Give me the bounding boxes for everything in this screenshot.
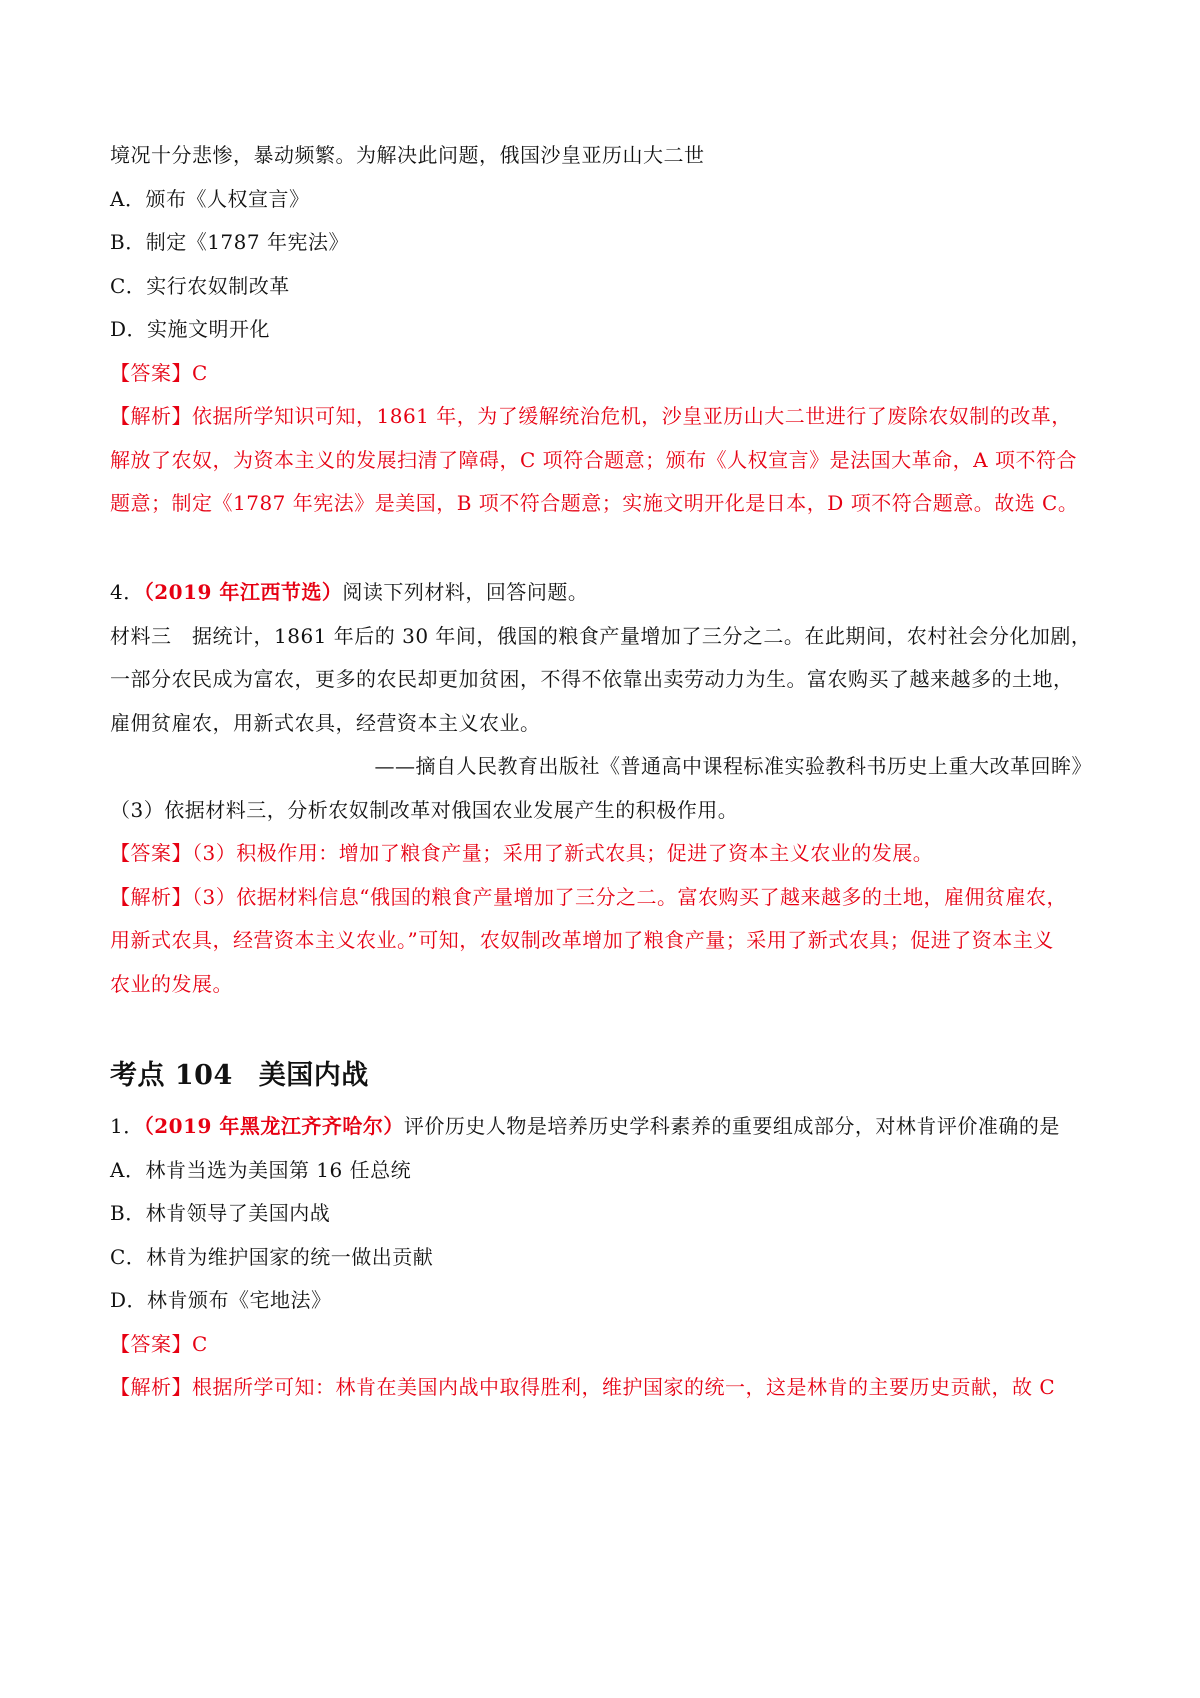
answer-line <box>110 358 1100 388</box>
option-c: C．实行农奴制改革 <box>110 274 290 298</box>
answer-tag: 【答案】 <box>110 841 192 865</box>
answer-value: C <box>192 361 208 385</box>
answer-value: C <box>192 1332 208 1356</box>
analysis-text: 依据所学知识可知，1861 年，为了缓解统治危机，沙皇亚历山大二世进行了废除农奴制的改革， <box>192 404 1072 428</box>
section-title: 美国内战 <box>258 1060 369 1091</box>
answer-line <box>110 838 1100 868</box>
analysis-tag: 【解析】 <box>110 885 192 909</box>
question-stem: 评价历史人物是培养历史学科素养的重要组成部分，对林肯评价准确的是 <box>403 1114 1060 1138</box>
section-heading <box>110 1057 1100 1095</box>
analysis-line-2: 解放了农奴，为资本主义的发展扫清了障碍，C 项符合题意；颁布《人权宣言》是法国大革命，A 项不符合 <box>110 448 1077 472</box>
analysis-tag: 【解析】 <box>110 404 192 428</box>
analysis-line-1 <box>110 1372 1100 1402</box>
analysis-line-1 <box>110 882 1100 912</box>
answer-text: （3）积极作用：增加了粮食产量；采用了新式农具；促进了资本主义农业的发展。 <box>192 841 934 865</box>
question-1-header <box>110 1111 1100 1141</box>
analysis-line-2: 用新式农具，经营资本主义农业。”可知，农奴制改革增加了粮食产量；采用了新式农具；促进了资本主义 <box>110 928 1054 952</box>
section-label: 考点 104 <box>110 1060 233 1091</box>
sub-question-3: （3）依据材料三，分析农奴制改革对俄国农业发展产生的积极作用。 <box>110 798 739 822</box>
option-b: B．林肯领导了美国内战 <box>110 1201 331 1225</box>
material-line-1: 材料三 据统计，1861 年后的 30 年间，俄国的粮食产量增加了三分之二。在此期间，农村社会分化加剧， <box>110 624 1092 648</box>
option-a: A．林肯当选为美国第 16 任总统 <box>110 1158 412 1182</box>
option-a: A．颁布《人权宣言》 <box>110 187 310 211</box>
option-d: D．林肯颁布《宅地法》 <box>110 1288 332 1312</box>
answer-tag: 【答案】 <box>110 1332 192 1356</box>
material-line-2: 一部分农民成为富农，更多的农民却更加贫困，不得不依靠出卖劳动力为生。富农购买了越来越多的土地， <box>110 667 1074 691</box>
analysis-tag: 【解析】 <box>110 1375 192 1399</box>
analysis-line-3: 农业的发展。 <box>110 972 233 996</box>
answer-tag: 【答案】 <box>110 361 192 385</box>
question-source: （2019 年江西节选） <box>143 580 343 604</box>
answer-line <box>110 1329 1100 1359</box>
question-source: （2019 年黑龙江齐齐哈尔） <box>143 1114 404 1138</box>
analysis-text: 根据所学可知：林肯在美国内战中取得胜利，维护国家的统一，这是林肯的主要历史贡献，故 C <box>192 1375 1056 1399</box>
question-number: 1． <box>110 1114 144 1138</box>
analysis-line-3: 题意；制定《1787 年宪法》是美国，B 项不符合题意；实施文明开化是日本，D 项不符合题意。故选 C。 <box>110 491 1079 515</box>
analysis-line-1 <box>110 401 1100 431</box>
option-c: C．林肯为维护国家的统一做出贡献 <box>110 1245 434 1269</box>
material-citation: ——摘自人民教育出版社《普通高中课程标准实验教科书历史上重大改革回眸》 <box>374 754 1092 778</box>
question-prompt: 阅读下列材料，回答问题。 <box>342 580 589 604</box>
question-number: 4． <box>110 580 144 604</box>
option-d: D．实施文明开化 <box>110 317 271 341</box>
material-line-3: 雇佣贫雇农，用新式农具，经营资本主义农业。 <box>110 711 541 735</box>
question-stem-tail: 境况十分悲惨，暴动频繁。为解决此问题，俄国沙皇亚历山大二世 <box>110 143 705 167</box>
question-4-header <box>110 577 1100 607</box>
option-b: B．制定《1787 年宪法》 <box>110 230 349 254</box>
analysis-text: （3）依据材料信息“俄国的粮食产量增加了三分之二。富农购买了越来越多的土地，雇佣贫雇农， <box>192 885 1067 909</box>
